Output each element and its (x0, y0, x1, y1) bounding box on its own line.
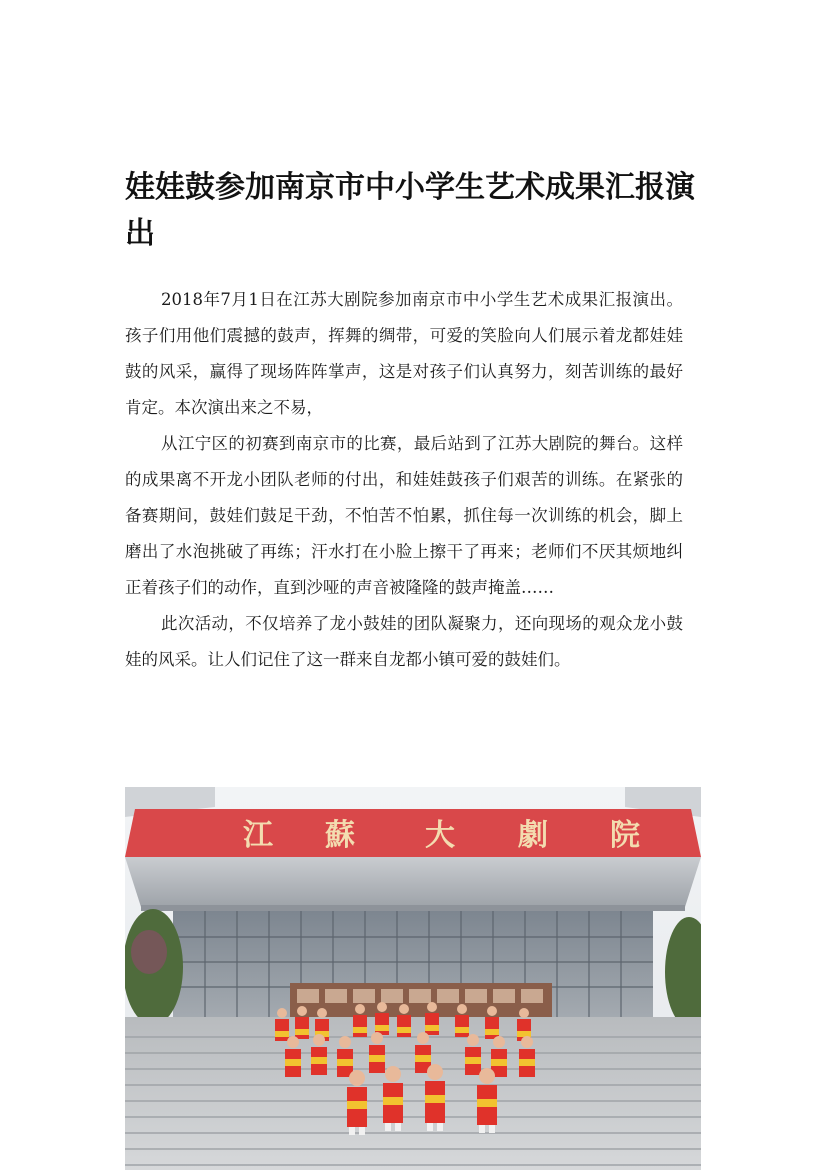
sign-char-4: 劇 (518, 818, 548, 853)
sign-char-1: 江 (243, 818, 273, 853)
paragraph-3: 此次活动，不仅培养了龙小鼓娃的团队凝聚力，还向现场的观众龙小鼓娃的风采。让人们记住了这一群来自龙都小镇可爱的鼓娃们。 (125, 614, 683, 669)
theater-photo-illustration (125, 787, 701, 1170)
performance-photo (125, 787, 701, 1170)
article-body (125, 282, 683, 678)
sign-char-3: 大 (425, 818, 455, 853)
sign-char-2: 蘇 (325, 818, 355, 853)
paragraph-2: 从江宁区的初赛到南京市的比赛，最后站到了江苏大剧院的舞台。这样的成果离不开龙小团队老师的付出，和娃娃鼓孩子们艰苦的训练。在紧张的备赛期间，鼓娃们鼓足干劲，不怕苦不怕累，抓住每一次训练的机会，脚上磨出了水泡挑破了再练；汗水打在小脸上擦干了再来；老师们不厌其烦地纠正着孩子们的动作，直到沙哑的声音被隆隆的鼓声掩盖…… (125, 434, 683, 597)
sign-char-5: 院 (610, 818, 640, 853)
paragraph-1: 2018年7月1日在江苏大剧院参加南京市中小学生艺术成果汇报演出。孩子们用他们震撼的鼓声，挥舞的绸带，可爱的笑脸向人们展示着龙都娃娃鼓的风采，赢得了现场阵阵掌声，这是对孩子们认真努力，刻苦训练的最好肯定。本次演出来之不易， (125, 290, 683, 417)
article-title: 娃娃鼓参加南京市中小学生艺术成果汇报演出 (125, 170, 695, 251)
